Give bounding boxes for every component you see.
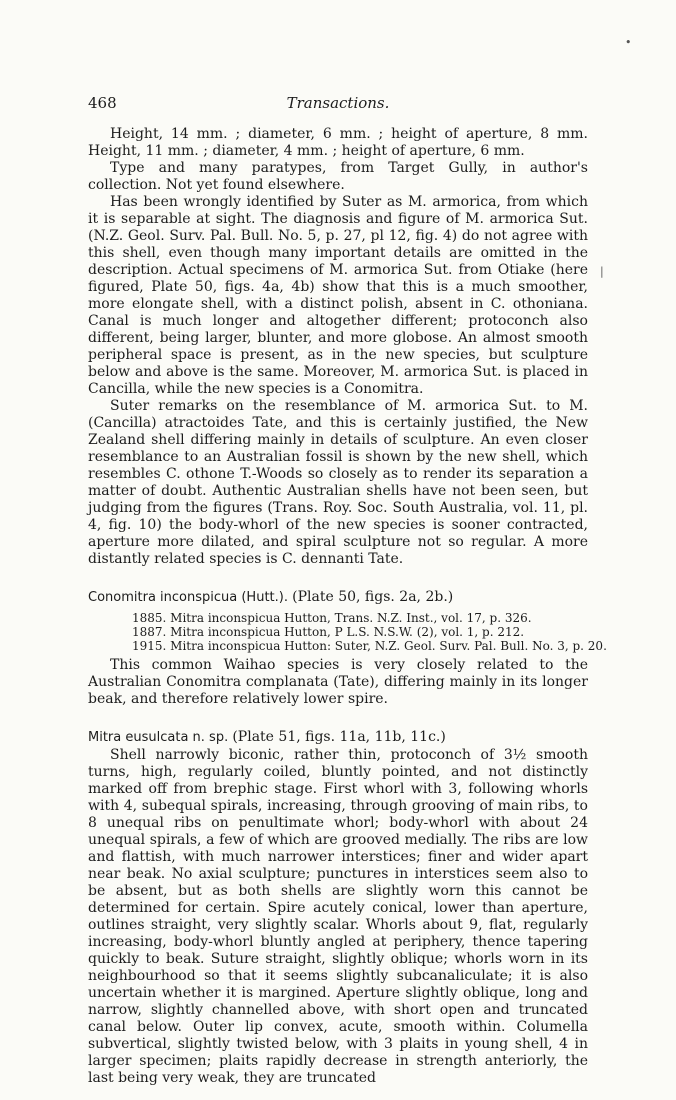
page-header: [88, 94, 588, 114]
species-heading-conomitra: [88, 588, 588, 607]
scan-mark: |: [600, 265, 604, 278]
plate-reference: (Plate 50, figs. 2a, 2b.): [292, 589, 454, 605]
type-locality-paragraph: Type and many paratypes, from Target Gully, in author's collection. Not yet found elsewhere.: [88, 160, 588, 193]
synonymy-list: [132, 611, 607, 653]
synonymy-entry: 1887. Mitra inconspicua Hutton, P L.S. N.S.W. (2), vol. 1, p. 212.: [132, 625, 525, 639]
synonymy-entry: 1885. Mitra inconspicua Hutton, Trans. N.Z. Inst., vol. 17, p. 326.: [132, 611, 532, 625]
scan-speck: •: [625, 36, 632, 49]
comparison-paragraph: Has been wrongly identified by Suter as M. armorica, from which it is separable at sight. The diagnosis and figure of M. armorica Sut. (N.Z. Geol. Surv. Pal. Bull. No. 5, p. 27, pl 12, fig. 4) do not agree with this shell, even though many important details are omitted in the description. Actual specimens of M. armorica Sut. from Otiake (here figured, Plate 50, figs. 4a, 4b) show that this is a much smoother, more elongate shell, with a distinct polish, absent in C. othoniana. Canal is much longer and altogether different; protoconch also different, being larger, blunter, and more globose. An almost smooth peripheral space is present, as in the new species, but sculpture below and above is the same. Moreover, M. armorica Sut. is placed in Cancilla, while the new species is a Conomitra.: [88, 194, 588, 397]
species-name: Mitra eusulcata n. sp.: [88, 730, 229, 745]
species-name: Conomitra inconspicua (Hutt.).: [88, 590, 288, 605]
species-heading-mitra: [88, 728, 588, 747]
resemblance-paragraph: Suter remarks on the resemblance of M. armorica Sut. to M. (Cancilla) atractoides Tate, and this is certainly justified, the New Zealand shell differing mainly in details of sculpture. An even closer resemblance to an Australian fossil is shown by the new shell, which resembles C. othone T.-Woods so closely as to render its separation a matter of doubt. Authentic Australian shells have not been seen, but judging from the figures (Trans. Roy. Soc. South Australia, vol. 11, pl. 4, fig. 10) the body-whorl of the new species is sooner contracted, aperture more dilated, and spiral sculpture not so regular. A more distantly related species is C. dennanti Tate.: [88, 398, 588, 567]
running-title: Transactions.: [286, 94, 390, 112]
plate-reference: (Plate 51, figs. 11a, 11b, 11c.): [232, 729, 446, 745]
synonymy-entry: 1915. Mitra inconspicua Hutton: Suter, N.Z. Geol. Surv. Pal. Bull. No. 3, p. 20.: [132, 639, 607, 653]
conomitra-paragraph: This common Waihao species is very closely related to the Australian Conomitra complanata (Tate), differing mainly in its longer beak, and therefore relatively lower spire.: [88, 657, 588, 707]
description-paragraph: Shell narrowly biconic, rather thin, protoconch of 3½ smooth turns, high, regularly coiled, bluntly pointed, and not distinctly marked off from brephic stage. First whorl with 3, following whorls with 4, subequal spirals, increasing, through grooving of main ribs, to 8 unequal ribs on penultimate whorl; body-whorl with about 24 unequal spirals, a few of which are grooved medially. The ribs are low and flattish, with much narrower interstices; finer and wider apart near beak. No axial sculpture; punctures in interstices seem also to be absent, but as both shells are slightly worn this cannot be determined for certain. Spire acutely conical, lower than aperture, outlines straight, very slightly scalar. Whorls about 9, flat, regularly increasing, body-whorl bluntly angled at periphery, thence tapering quickly to beak. Suture straight, slightly oblique; whorls worn in its neighbourhood so that it seems slightly subcanaliculate; it is also uncertain whether it is margined. Aperture slightly oblique, long and narrow, slightly channelled above, with short open and truncated canal below. Outer lip convex, acute, smooth within. Columella subvertical, slightly twisted below, with 3 plaits in young shell, 4 in larger specimen; plaits rapidly decrease in strength anteriorly, the last being very weak, they are truncated: [88, 747, 588, 1086]
page-number: 468: [88, 94, 117, 112]
page-body: [88, 126, 607, 1087]
measurements-paragraph: Height, 14 mm. ; diameter, 6 mm. ; height of aperture, 8 mm. Height, 11 mm. ; diameter, 4 mm. ; height of aperture, 6 mm.: [88, 126, 588, 159]
